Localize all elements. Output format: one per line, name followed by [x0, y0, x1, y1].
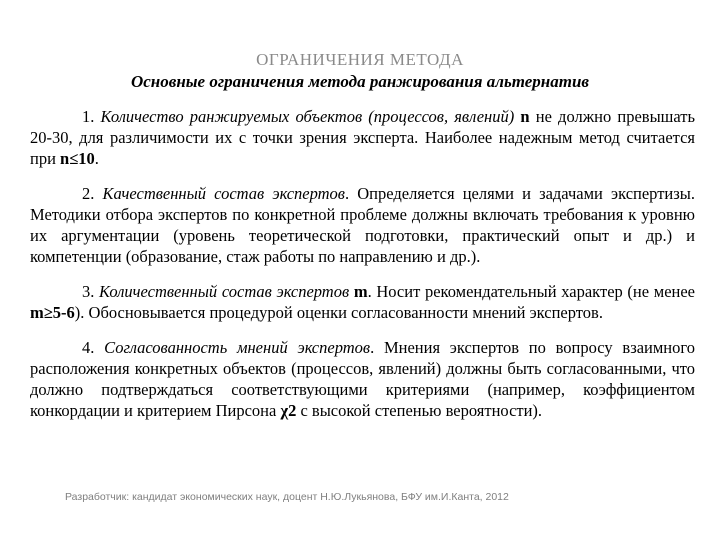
item-condition: χ2: [280, 401, 297, 420]
item-text-end: с высокой степенью вероятности).: [300, 401, 543, 420]
limitation-item-3: [30, 281, 695, 323]
item-lead: Количество ранжируемых объектов (процессов, явлений): [100, 107, 515, 126]
slide-subtitle: Основные ограничения метода ранжирования альтернатив: [130, 72, 590, 91]
item-number: 2.: [82, 184, 95, 203]
item-lead: Количественный состав экспертов: [99, 282, 350, 301]
item-variable: n: [520, 107, 530, 126]
item-lead: Качественный состав экспертов: [102, 184, 345, 203]
item-number: 1.: [82, 107, 95, 126]
item-condition: n≤10: [60, 149, 95, 168]
item-text-end: ). Обосновывается процедурой оценки согласованности мнений экспертов.: [74, 303, 603, 322]
item-variable: m: [353, 282, 368, 301]
limitation-item-2: [30, 183, 695, 267]
item-text: . Определяется целями и задачами экспертизы. Методики отбора экспертов по конкретной проблеме должны включать требования к уровню их аргументации (уровень теоретической подготовки, практический опыт и др.) и компетенции (образование, стаж работы по направлению и др.).: [30, 184, 695, 266]
slide-footer: Разработчик: кандидат экономических наук, доцент Н.Ю.Лукьянова, БФУ им.И.Канта, 2012: [65, 491, 509, 503]
item-number: 4.: [82, 338, 95, 357]
item-lead: Согласованность мнений экспертов: [104, 338, 371, 357]
item-condition: m≥5-6: [30, 303, 75, 322]
item-text: . Носит рекомендательный характер (не менее: [367, 282, 695, 301]
slide-title: ОГРАНИЧЕНИЯ МЕТОДА: [256, 50, 464, 69]
item-text: . Мнения экспертов по вопросу взаимного расположения конкретных объектов (процессов, явлений) должны быть согласованными, что должно подтверждаться соответствующими критериями (например, коэффициентом конкордации и критерием Пирсона: [30, 338, 695, 420]
item-text-end: .: [94, 149, 99, 168]
item-text: не должно превышать 20-30, для различимости их с точки зрения эксперта. Наиболее надежным метод считается при: [30, 107, 695, 168]
item-number: 3.: [82, 282, 95, 301]
limitation-item-1: [30, 106, 695, 169]
limitation-item-4: [30, 337, 695, 421]
limitations-list: [30, 106, 695, 435]
